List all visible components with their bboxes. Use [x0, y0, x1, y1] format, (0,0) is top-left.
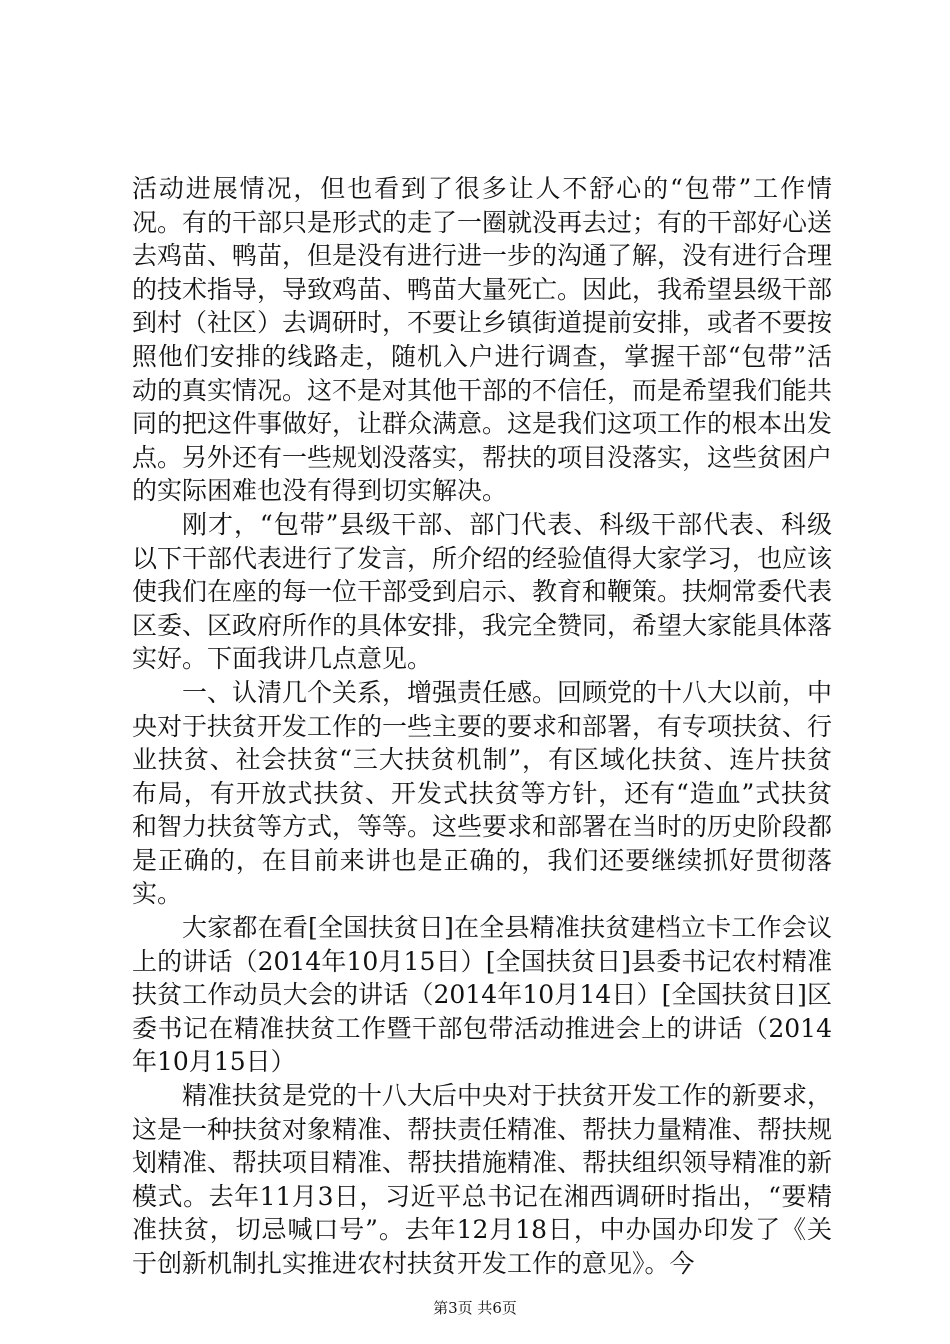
paragraph-2: 刚才，“包带”县级干部、部门代表、科级干部代表、科级以下干部代表进行了发言，所介绍的经验值得大家学习，也应该使我们在座的每一位干部受到启示、教育和鞭策。扶炯常委代表区委、区政府所作的具体安排，我完全赞同，希望大家能具体落实好。下面我讲几点意见。: [132, 509, 833, 674]
paragraph-4: 大家都在看[全国扶贫日]在全县精准扶贫建档立卡工作会议上的讲话（2014年10月15日）[全国扶贫日]县委书记农村精准扶贫工作动员大会的讲话（2014年10月14日）[全国扶贫日]区委书记在精准扶贫工作暨干部包带活动推进会上的讲话（2014年10月15日）: [132, 913, 832, 1077]
document-body: [132, 172, 832, 1281]
paragraph-1: 活动进展情况，但也看到了很多让人不舒心的“包带”工作情况。有的干部只是形式的走了一圈就没再去过；有的干部好心送去鸡苗、鸭苗，但是没有进行进一步的沟通了解，没有进行合理的技术指导，导致鸡苗、鸭苗大量死亡。因此，我希望县级干部到村（社区）去调研时，不要让乡镇街道提前安排，或者不要按照他们安排的线路走，随机入户进行调查，掌握干部“包带”活动的真实情况。这不是对其他干部的不信任，而是希望我们能共同的把这件事做好，让群众满意。这是我们这项工作的根本出发点。另外还有一些规划没落实，帮扶的项目没落实，这些贫困户的实际困难也没有得到切实解决。: [132, 174, 833, 506]
paragraph-5: 精准扶贫是党的十八大后中央对于扶贫开发工作的新要求，这是一种扶贫对象精准、帮扶责任精准、帮扶力量精准、帮扶规划精准、帮扶项目精准、帮扶措施精准、帮扶组织领导精准的新模式。去年11月3日，习近平总书记在湘西调研时指出，“要精准扶贫，切忌喊口号”。去年12月18日，中办国办印发了《关于创新机制扎实推进农村扶贫开发工作的意见》。今: [132, 1081, 833, 1278]
page-number-footer: 第3页 共6页: [433, 1299, 517, 1317]
paragraph-3: 一、认清几个关系，增强责任感。回顾党的十八大以前，中央对于扶贫开发工作的一些主要的要求和部署，有专项扶贫、行业扶贫、社会扶贫“三大扶贫机制”，有区域化扶贫、连片扶贫布局，有开放式扶贫、开发式扶贫等方针，还有“造血”式扶贫和智力扶贫等方式，等等。这些要求和部署在当时的历史阶段都是正确的，在目前来讲也是正确的，我们还要继续抓好贯彻落实。: [132, 677, 833, 909]
